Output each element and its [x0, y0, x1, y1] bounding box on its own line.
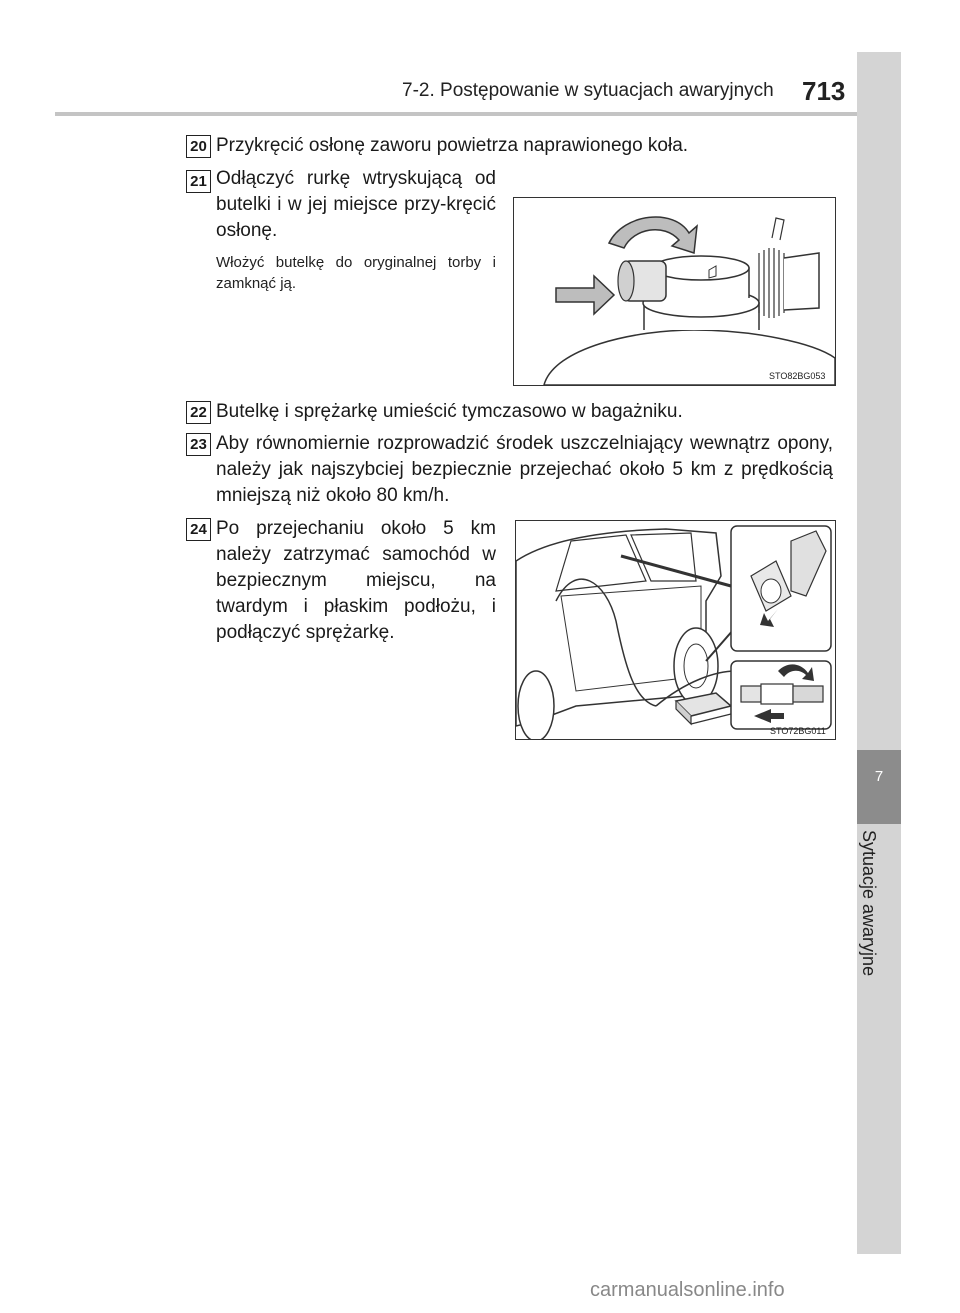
step-badge-21: 21 [186, 170, 211, 193]
header-rule [55, 112, 857, 116]
valve-cap-illustration [514, 198, 835, 385]
figure-code-1: STO82BG053 [769, 371, 826, 381]
figure-compressor-connection [515, 520, 836, 740]
chapter-tab [857, 750, 901, 824]
page-number: 713 [802, 76, 846, 106]
step-badge-24: 24 [186, 518, 211, 541]
section-title: 7-2. Postępowanie w sytuacjach awaryjnych [402, 80, 774, 101]
step-badge-20: 20 [186, 135, 211, 158]
compressor-illustration [516, 521, 835, 739]
step-text-22: Butelkę i sprężarkę umieścić tymczasowo w bagażniku. [216, 401, 683, 422]
step-text-21: Odłączyć rurkę wtryskującą od butelki i w jej miejsce przy-kręcić osłonę. [216, 168, 496, 241]
step-text-23: Aby równomiernie rozprowadzić środek uszczelniający wewnątrz opony, należy jak najszybciej bezpiecznie przejechać około 5 km z prędkością mniejszą niż około 80 km/h. [216, 433, 833, 506]
step-text-20: Przykręcić osłonę zaworu powietrza naprawionego koła. [216, 135, 689, 156]
chapter-label: Sytuacje awaryjne [859, 830, 879, 977]
step-badge-23: 23 [186, 433, 211, 456]
step-note-21: Włożyć butelkę do oryginalnej torby i zamknąć ją. [216, 254, 496, 292]
step-text-24: Po przejechaniu około 5 km należy zatrzymać samochód w bezpiecznym miejscu, na twardym i płaskim podłożu, i podłączyć sprężarkę. [216, 518, 496, 643]
watermark: carmanualsonline.info [590, 1279, 785, 1301]
side-strip [857, 52, 901, 1254]
chapter-number: 7 [874, 768, 884, 785]
step-badge-22: 22 [186, 401, 211, 424]
figure-valve-cap [513, 197, 836, 386]
figure-code-2: STO72BG011 [770, 726, 826, 736]
